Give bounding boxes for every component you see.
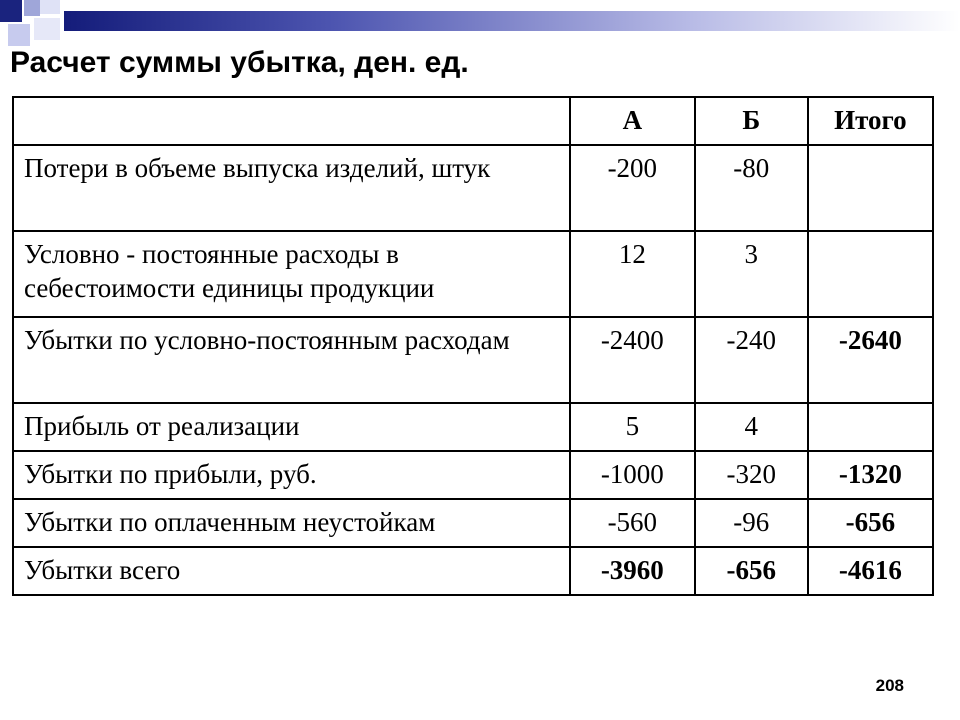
cell-total xyxy=(808,403,933,451)
cell-b: -656 xyxy=(695,547,808,595)
header-banner xyxy=(0,0,960,52)
banner-square xyxy=(24,0,40,16)
cell-a: 12 xyxy=(570,231,695,317)
row-label: Убытки по условно-постоянным расходам xyxy=(13,317,570,403)
banner-square xyxy=(34,18,60,40)
row-label: Убытки по оплаченным неустойкам xyxy=(13,499,570,547)
page-number: 208 xyxy=(875,676,904,695)
banner-gradient-bar xyxy=(64,11,960,31)
cell-a: -2400 xyxy=(570,317,695,403)
cell-b: -80 xyxy=(695,145,808,231)
table-row xyxy=(13,317,933,403)
row-label: Убытки по прибыли, руб. xyxy=(13,451,570,499)
cell-total: -656 xyxy=(808,499,933,547)
cell-a: 5 xyxy=(570,403,695,451)
header-cell-empty xyxy=(13,97,570,145)
banner-square xyxy=(8,24,30,46)
slide-title: Расчет суммы убытка, ден. ед. xyxy=(10,46,469,79)
cell-b: -240 xyxy=(695,317,808,403)
row-label: Убытки всего xyxy=(13,547,570,595)
cell-b: -96 xyxy=(695,499,808,547)
table-row-total xyxy=(13,547,933,595)
table-row xyxy=(13,451,933,499)
banner-square xyxy=(40,0,60,14)
cell-a: -200 xyxy=(570,145,695,231)
header-cell-a: А xyxy=(570,97,695,145)
cell-b: -320 xyxy=(695,451,808,499)
banner-square xyxy=(0,0,22,22)
header-cell-b: Б xyxy=(695,97,808,145)
table-row xyxy=(13,403,933,451)
cell-b: 4 xyxy=(695,403,808,451)
table-row xyxy=(13,231,933,317)
cell-total xyxy=(808,231,933,317)
cell-a: -3960 xyxy=(570,547,695,595)
row-label: Условно - постоянные расходы в себестоимости единицы продукции xyxy=(13,231,570,317)
cell-total: -4616 xyxy=(808,547,933,595)
row-label: Потери в объеме выпуска изделий, штук xyxy=(13,145,570,231)
cell-total xyxy=(808,145,933,231)
cell-total: -2640 xyxy=(808,317,933,403)
row-label: Прибыль от реализации xyxy=(13,403,570,451)
cell-total: -1320 xyxy=(808,451,933,499)
table-header-row xyxy=(13,97,933,145)
table-row xyxy=(13,145,933,231)
table-row xyxy=(13,499,933,547)
cell-b: 3 xyxy=(695,231,808,317)
loss-table xyxy=(12,96,934,596)
cell-a: -560 xyxy=(570,499,695,547)
header-cell-total: Итого xyxy=(808,97,933,145)
cell-a: -1000 xyxy=(570,451,695,499)
